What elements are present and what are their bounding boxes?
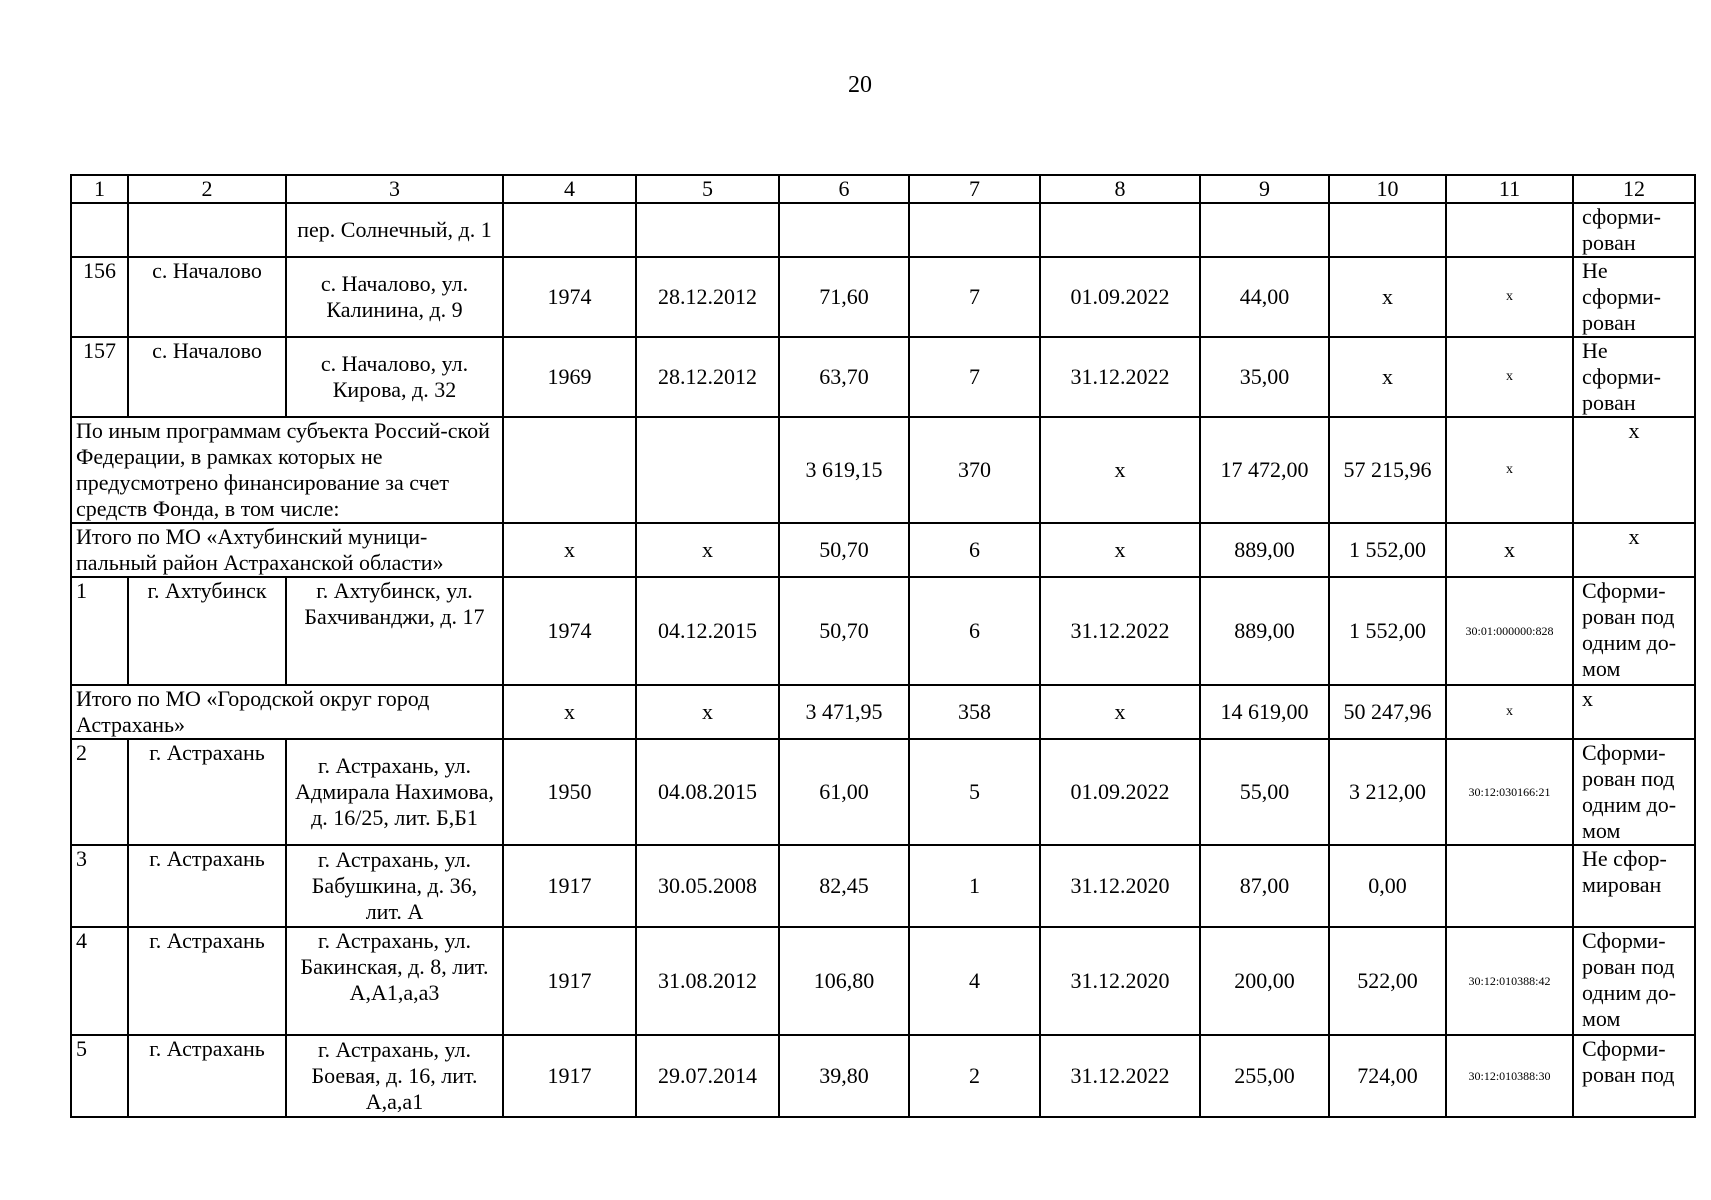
date-cell: 04.12.2015 <box>636 577 779 685</box>
subtotal-row <box>71 417 1695 523</box>
row-number-cell: 1 <box>71 577 128 685</box>
value-cell: 522,00 <box>1329 927 1446 1035</box>
value-cell: 17 472,00 <box>1200 417 1329 523</box>
cadastral-cell: x <box>1446 685 1573 739</box>
cadastral-cell: 30:01:000000:828 <box>1446 577 1573 685</box>
address-cell: с. Началово, ул. Кирова, д. 32 <box>286 337 503 417</box>
value-cell: 44,00 <box>1200 257 1329 337</box>
deadline-cell: 31.12.2020 <box>1040 927 1200 1035</box>
cadastral-cell: x <box>1446 523 1573 577</box>
status-cell: Не сформи-рован <box>1573 337 1695 417</box>
area-cell: 71,60 <box>779 257 909 337</box>
status-cell: Не сфор-мирован <box>1573 845 1695 927</box>
date-cell: x <box>636 523 779 577</box>
value-cell: 200,00 <box>1200 927 1329 1035</box>
settlement-cell: с. Началово <box>128 257 286 337</box>
table-row <box>71 927 1695 1035</box>
status-cell: Не сформи-рован <box>1573 257 1695 337</box>
value-cell: 1 552,00 <box>1329 523 1446 577</box>
area-cell: 3 619,15 <box>779 417 909 523</box>
count-cell: 358 <box>909 685 1040 739</box>
table-row <box>71 577 1695 685</box>
count-cell: 7 <box>909 337 1040 417</box>
subtotal-label: По иным программам субъекта Россий-ской Федерации, в рамках которых не предусмотрено финансирование за счет средств Фонда, в том числе: <box>71 417 503 523</box>
column-header: 8 <box>1040 175 1200 203</box>
settlement-cell: г. Астрахань <box>128 927 286 1035</box>
date-cell: x <box>636 685 779 739</box>
table-row <box>71 203 1695 257</box>
value-cell: 889,00 <box>1200 523 1329 577</box>
date-cell: 31.08.2012 <box>636 927 779 1035</box>
area-cell: 82,45 <box>779 845 909 927</box>
count-cell: 6 <box>909 577 1040 685</box>
address-cell: г. Астрахань, ул. Бабушкина, д. 36, лит. А <box>286 845 503 927</box>
count-cell: 2 <box>909 1035 1040 1117</box>
cadastral-cell: x <box>1446 337 1573 417</box>
year-cell: 1974 <box>503 257 636 337</box>
row-number-cell: 157 <box>71 337 128 417</box>
year-cell: 1969 <box>503 337 636 417</box>
value-cell: 55,00 <box>1200 739 1329 845</box>
cadastral-cell: x <box>1446 257 1573 337</box>
year-cell: 1950 <box>503 739 636 845</box>
year-cell: 1917 <box>503 1035 636 1117</box>
settlement-cell: с. Началово <box>128 337 286 417</box>
column-header: 12 <box>1573 175 1695 203</box>
address-cell: с. Началово, ул. Калинина, д. 9 <box>286 257 503 337</box>
table-row <box>71 1035 1695 1117</box>
year-cell: 1974 <box>503 577 636 685</box>
value-cell: 50 247,96 <box>1329 685 1446 739</box>
area-cell: 61,00 <box>779 739 909 845</box>
column-header: 6 <box>779 175 909 203</box>
row-number-cell: 5 <box>71 1035 128 1117</box>
column-header: 1 <box>71 175 128 203</box>
count-cell: 1 <box>909 845 1040 927</box>
area-cell: 50,70 <box>779 577 909 685</box>
status-cell: Сформи-рован под одним до-мом <box>1573 927 1695 1035</box>
value-cell: 87,00 <box>1200 845 1329 927</box>
address-cell: пер. Солнечный, д. 1 <box>286 203 503 257</box>
column-number-row <box>71 175 1695 203</box>
row-number-cell: 4 <box>71 927 128 1035</box>
count-cell: 5 <box>909 739 1040 845</box>
deadline-cell: 01.09.2022 <box>1040 739 1200 845</box>
row-number-cell: 2 <box>71 739 128 845</box>
settlement-cell: г. Астрахань <box>128 739 286 845</box>
value-cell: 57 215,96 <box>1329 417 1446 523</box>
value-cell: 14 619,00 <box>1200 685 1329 739</box>
address-cell: г. Астрахань, ул. Боевая, д. 16, лит. А,а,а1 <box>286 1035 503 1117</box>
year-cell: 1917 <box>503 927 636 1035</box>
year-cell: x <box>503 523 636 577</box>
area-cell: 50,70 <box>779 523 909 577</box>
date-cell: 04.08.2015 <box>636 739 779 845</box>
deadline-cell: 31.12.2022 <box>1040 577 1200 685</box>
cadastral-cell: 30:12:030166:21 <box>1446 739 1573 845</box>
subtotal-row <box>71 523 1695 577</box>
table-row <box>71 337 1695 417</box>
deadline-cell: x <box>1040 417 1200 523</box>
value-cell: 1 552,00 <box>1329 577 1446 685</box>
settlement-cell: г. Астрахань <box>128 845 286 927</box>
cadastral-cell: 30:12:010388:42 <box>1446 927 1573 1035</box>
table-row <box>71 845 1695 927</box>
table-row <box>71 257 1695 337</box>
page-number: 20 <box>848 72 872 98</box>
address-cell: г. Ахтубинск, ул. Бахчиванджи, д. 17 <box>286 577 503 685</box>
value-cell: x <box>1329 337 1446 417</box>
count-cell: 6 <box>909 523 1040 577</box>
status-cell: Сформи-рован под одним до-мом <box>1573 739 1695 845</box>
value-cell: x <box>1329 257 1446 337</box>
value-cell: 724,00 <box>1329 1035 1446 1117</box>
date-cell: 29.07.2014 <box>636 1035 779 1117</box>
column-header: 10 <box>1329 175 1446 203</box>
count-cell: 4 <box>909 927 1040 1035</box>
column-header: 4 <box>503 175 636 203</box>
status-cell: Сформи-рован под одним до-мом <box>1573 577 1695 685</box>
address-cell: г. Астрахань, ул. Бакинская, д. 8, лит. А,А1,а,а3 <box>286 927 503 1035</box>
date-cell: 30.05.2008 <box>636 845 779 927</box>
area-cell: 39,80 <box>779 1035 909 1117</box>
status-cell: x <box>1573 523 1695 577</box>
count-cell: 7 <box>909 257 1040 337</box>
table-row <box>71 739 1695 845</box>
column-header: 3 <box>286 175 503 203</box>
column-header: 7 <box>909 175 1040 203</box>
status-cell: x <box>1573 417 1695 523</box>
deadline-cell: 31.12.2022 <box>1040 337 1200 417</box>
area-cell: 63,70 <box>779 337 909 417</box>
settlement-cell: г. Астрахань <box>128 1035 286 1117</box>
value-cell: 0,00 <box>1329 845 1446 927</box>
date-cell: 28.12.2012 <box>636 337 779 417</box>
subtotal-label: Итого по МО «Городской округ город Астрахань» <box>71 685 503 739</box>
column-header: 2 <box>128 175 286 203</box>
value-cell: 3 212,00 <box>1329 739 1446 845</box>
count-cell: 370 <box>909 417 1040 523</box>
value-cell: 35,00 <box>1200 337 1329 417</box>
area-cell: 106,80 <box>779 927 909 1035</box>
deadline-cell: x <box>1040 523 1200 577</box>
housing-registry-table <box>70 174 1696 1118</box>
deadline-cell: x <box>1040 685 1200 739</box>
year-cell: 1917 <box>503 845 636 927</box>
status-cell: x <box>1573 685 1695 739</box>
value-cell: 889,00 <box>1200 577 1329 685</box>
year-cell: x <box>503 685 636 739</box>
deadline-cell: 01.09.2022 <box>1040 257 1200 337</box>
address-cell: г. Астрахань, ул. Адмирала Нахимова, д. 16/25, лит. Б,Б1 <box>286 739 503 845</box>
cadastral-cell <box>1446 845 1573 927</box>
area-cell: 3 471,95 <box>779 685 909 739</box>
column-header: 5 <box>636 175 779 203</box>
column-header: 11 <box>1446 175 1573 203</box>
settlement-cell: г. Ахтубинск <box>128 577 286 685</box>
date-cell: 28.12.2012 <box>636 257 779 337</box>
row-number-cell: 156 <box>71 257 128 337</box>
subtotal-row <box>71 685 1695 739</box>
row-number-cell: 3 <box>71 845 128 927</box>
cadastral-cell: 30:12:010388:30 <box>1446 1035 1573 1117</box>
deadline-cell: 31.12.2020 <box>1040 845 1200 927</box>
status-cell: Сформи-рован под <box>1573 1035 1695 1117</box>
deadline-cell: 31.12.2022 <box>1040 1035 1200 1117</box>
column-header: 9 <box>1200 175 1329 203</box>
cadastral-cell: x <box>1446 417 1573 523</box>
value-cell: 255,00 <box>1200 1035 1329 1117</box>
subtotal-label: Итого по МО «Ахтубинский муници-пальный район Астраханской области» <box>71 523 503 577</box>
status-cell: сформи-рован <box>1573 203 1695 257</box>
